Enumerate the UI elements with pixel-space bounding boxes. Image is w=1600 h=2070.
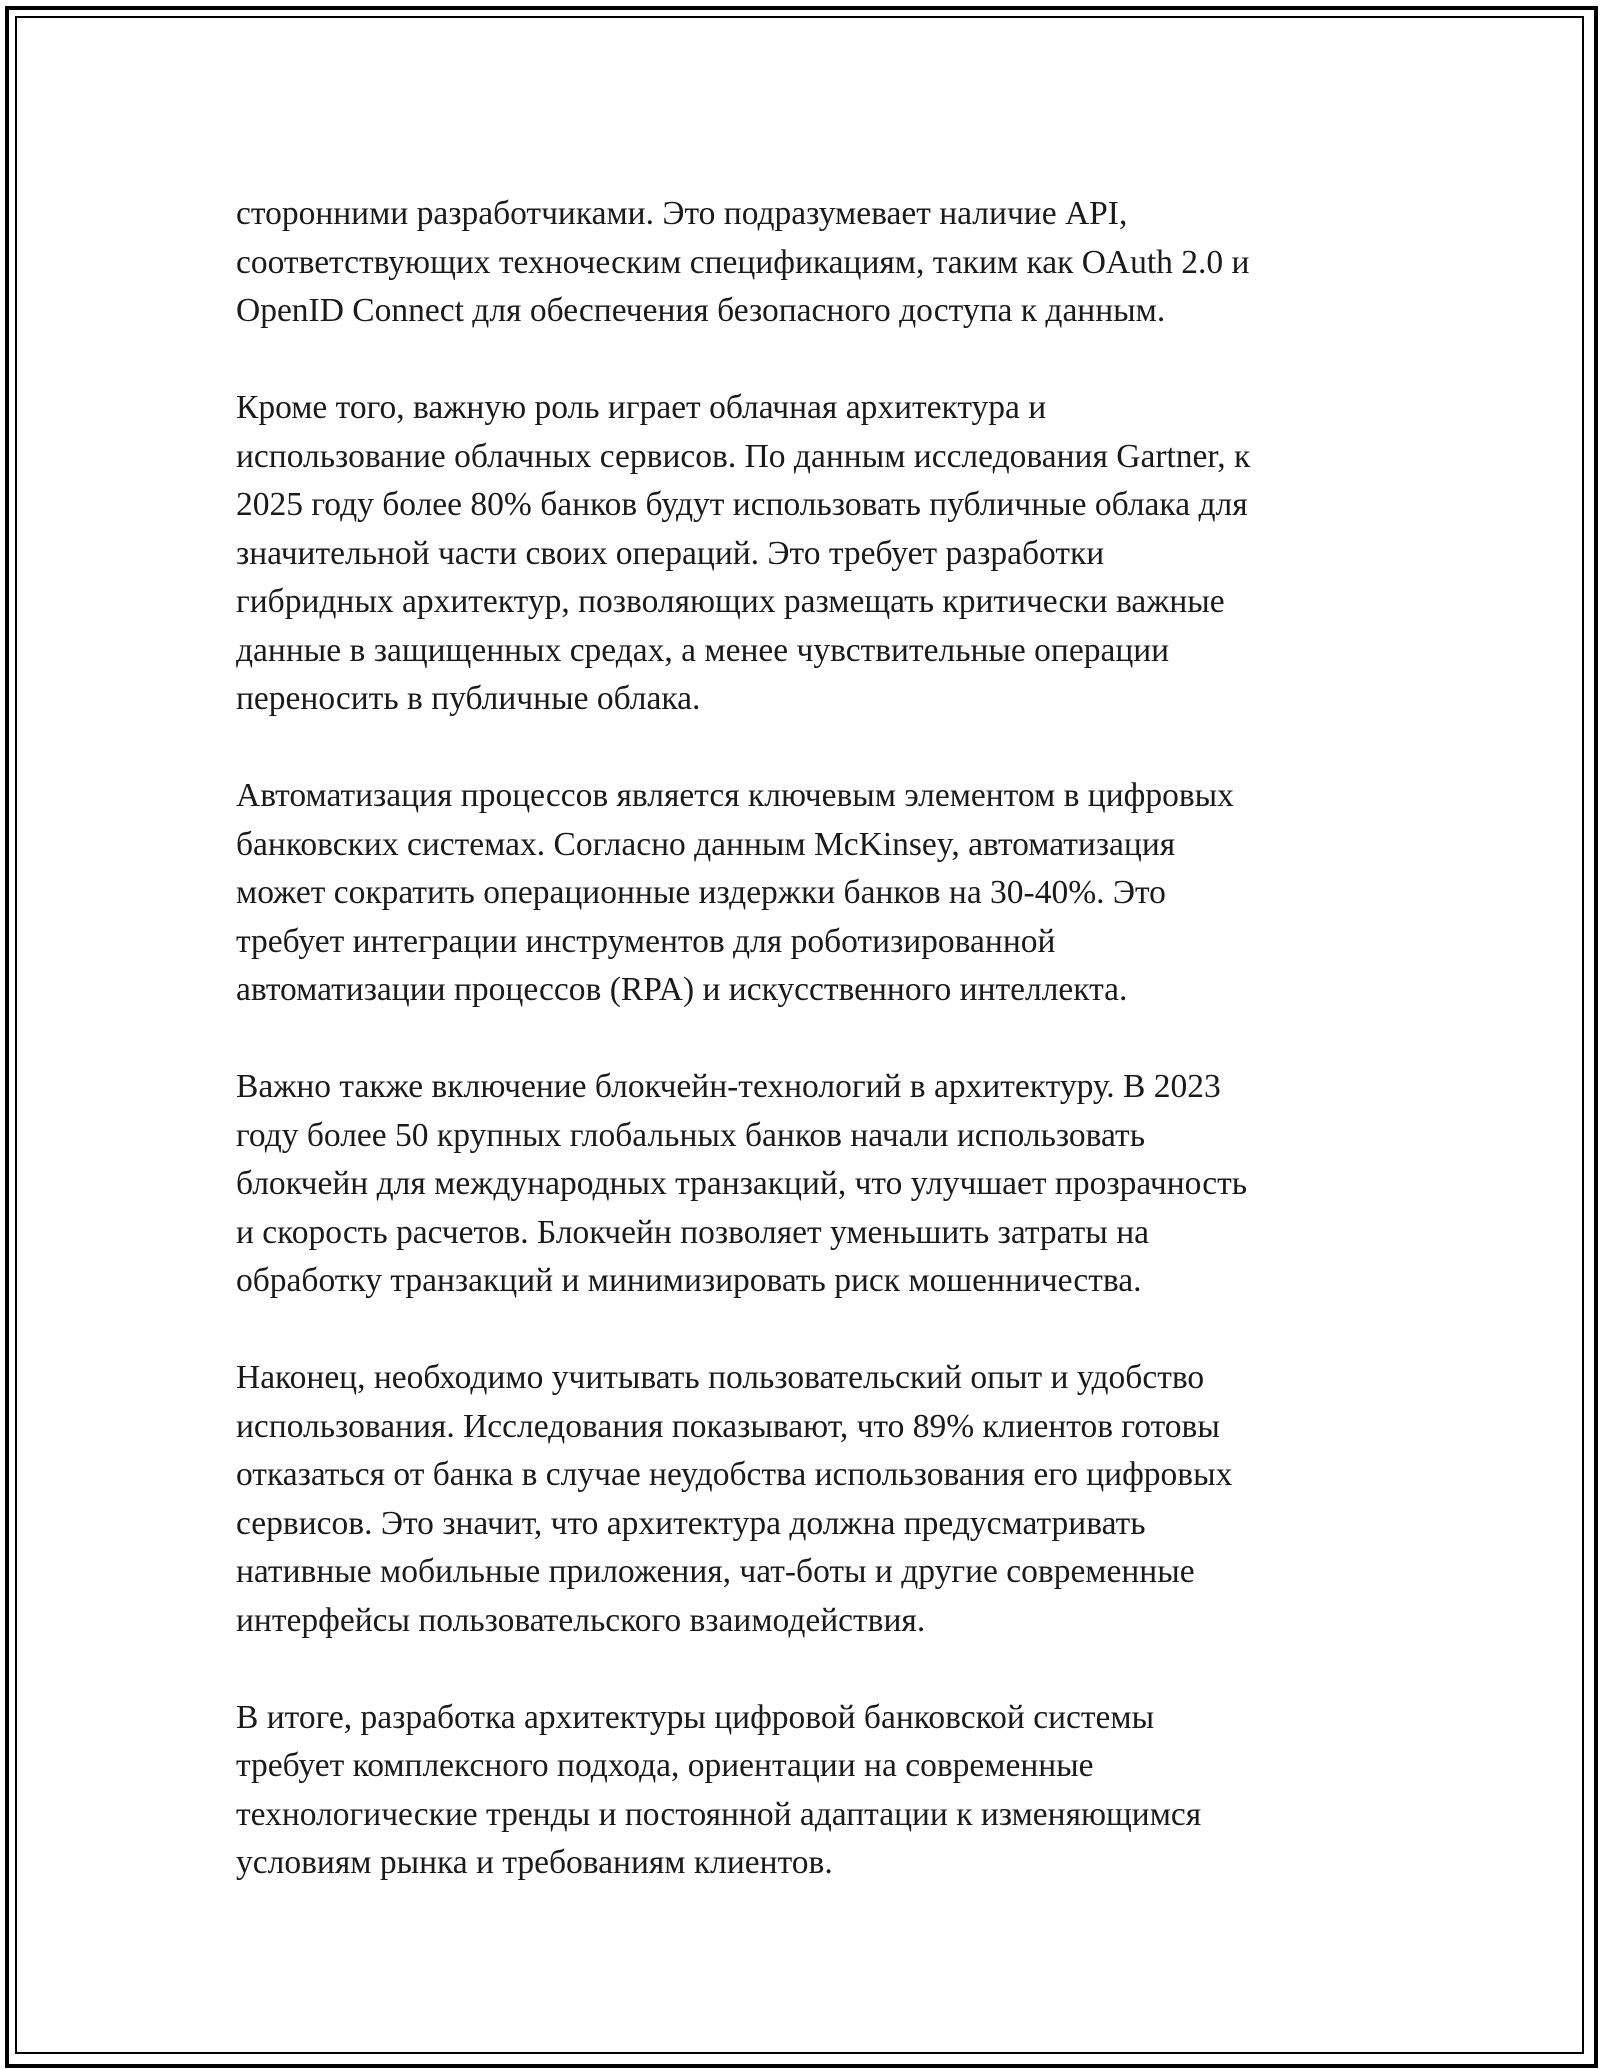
document-body bbox=[236, 190, 1376, 1936]
text-line: Кроме того, важную роль играет облачная архитектура и bbox=[236, 389, 1047, 426]
text-line: сервисов. Это значит, что архитектура должна предусматривать bbox=[236, 1504, 1146, 1542]
paragraph-cloud bbox=[236, 384, 1376, 724]
paragraph-user-experience bbox=[236, 1354, 1376, 1645]
text-line: и скорость расчетов. Блокчейн позволяет уменьшить затраты на bbox=[236, 1213, 1149, 1251]
paragraph-blockchain bbox=[236, 1063, 1376, 1306]
text-line: технологические тренды и постоянной адаптации к изменяющимся bbox=[236, 1795, 1202, 1833]
text-line: В итоге, разработка архитектуры цифровой банковской системы bbox=[236, 1698, 1155, 1736]
text-line: OpenID Connect для обеспечения безопасного доступа к данным. bbox=[236, 292, 1166, 329]
text-line: соответствующих техноческим спецификациям, таким как OAuth 2.0 и bbox=[236, 243, 1250, 281]
text-line: сторонними разработчиками. Это подразумевает наличие API, bbox=[236, 195, 1128, 232]
text-line: данные в защищенных средах, а менее чувствительные операции bbox=[236, 631, 1170, 669]
text-line: году более 50 крупных глобальных банков начали использовать bbox=[236, 1116, 1145, 1154]
text-line: значительной части своих операций. Это требует разработки bbox=[236, 534, 1105, 572]
text-line: интерфейсы пользовательского взаимодействия. bbox=[236, 1601, 926, 1639]
text-line: использования. Исследования показывают, что 89% клиентов готовы bbox=[236, 1407, 1220, 1445]
text-line: условиям рынка и требованиям клиентов. bbox=[236, 1844, 833, 1881]
text-line: требует комплексного подхода, ориентации на современные bbox=[236, 1747, 1094, 1784]
paragraph-conclusion bbox=[236, 1694, 1376, 1888]
text-line: обработку транзакций и минимизировать риск мошенничества. bbox=[236, 1262, 1142, 1299]
text-line: переносить в публичные облака. bbox=[236, 680, 701, 717]
paragraph-automation bbox=[236, 772, 1376, 1015]
text-line: может сократить операционные издержки банков на 30-40%. Это bbox=[236, 874, 1166, 911]
text-line: Важно также включение блокчейн-технологий в архитектуру. В 2023 bbox=[236, 1068, 1221, 1105]
paragraph-api bbox=[236, 190, 1376, 336]
text-line: банковских системах. Согласно данным McKinsey, автоматизация bbox=[236, 825, 1176, 863]
text-line: блокчейн для международных транзакций, что улучшает прозрачность bbox=[236, 1165, 1247, 1202]
text-line: 2025 году более 80% банков будут использовать публичные облака для bbox=[236, 486, 1248, 523]
text-line: Автоматизация процессов является ключевым элементом в цифровых bbox=[236, 777, 1234, 814]
text-line: требует интеграции инструментов для роботизированной bbox=[236, 922, 1056, 960]
text-line: отказаться от банка в случае неудобства использования его цифровых bbox=[236, 1456, 1233, 1493]
text-line: нативные мобильные приложения, чат-боты и другие современные bbox=[236, 1553, 1195, 1590]
text-line: Наконец, необходимо учитывать пользовательский опыт и удобство bbox=[236, 1359, 1205, 1396]
text-line: использование облачных сервисов. По данным исследования Gartner, к bbox=[236, 437, 1251, 475]
text-line: автоматизации процессов (RPA) и искусственного интеллекта. bbox=[236, 971, 1128, 1008]
text-line: гибридных архитектур, позволяющих размещать критически важные bbox=[236, 583, 1225, 620]
